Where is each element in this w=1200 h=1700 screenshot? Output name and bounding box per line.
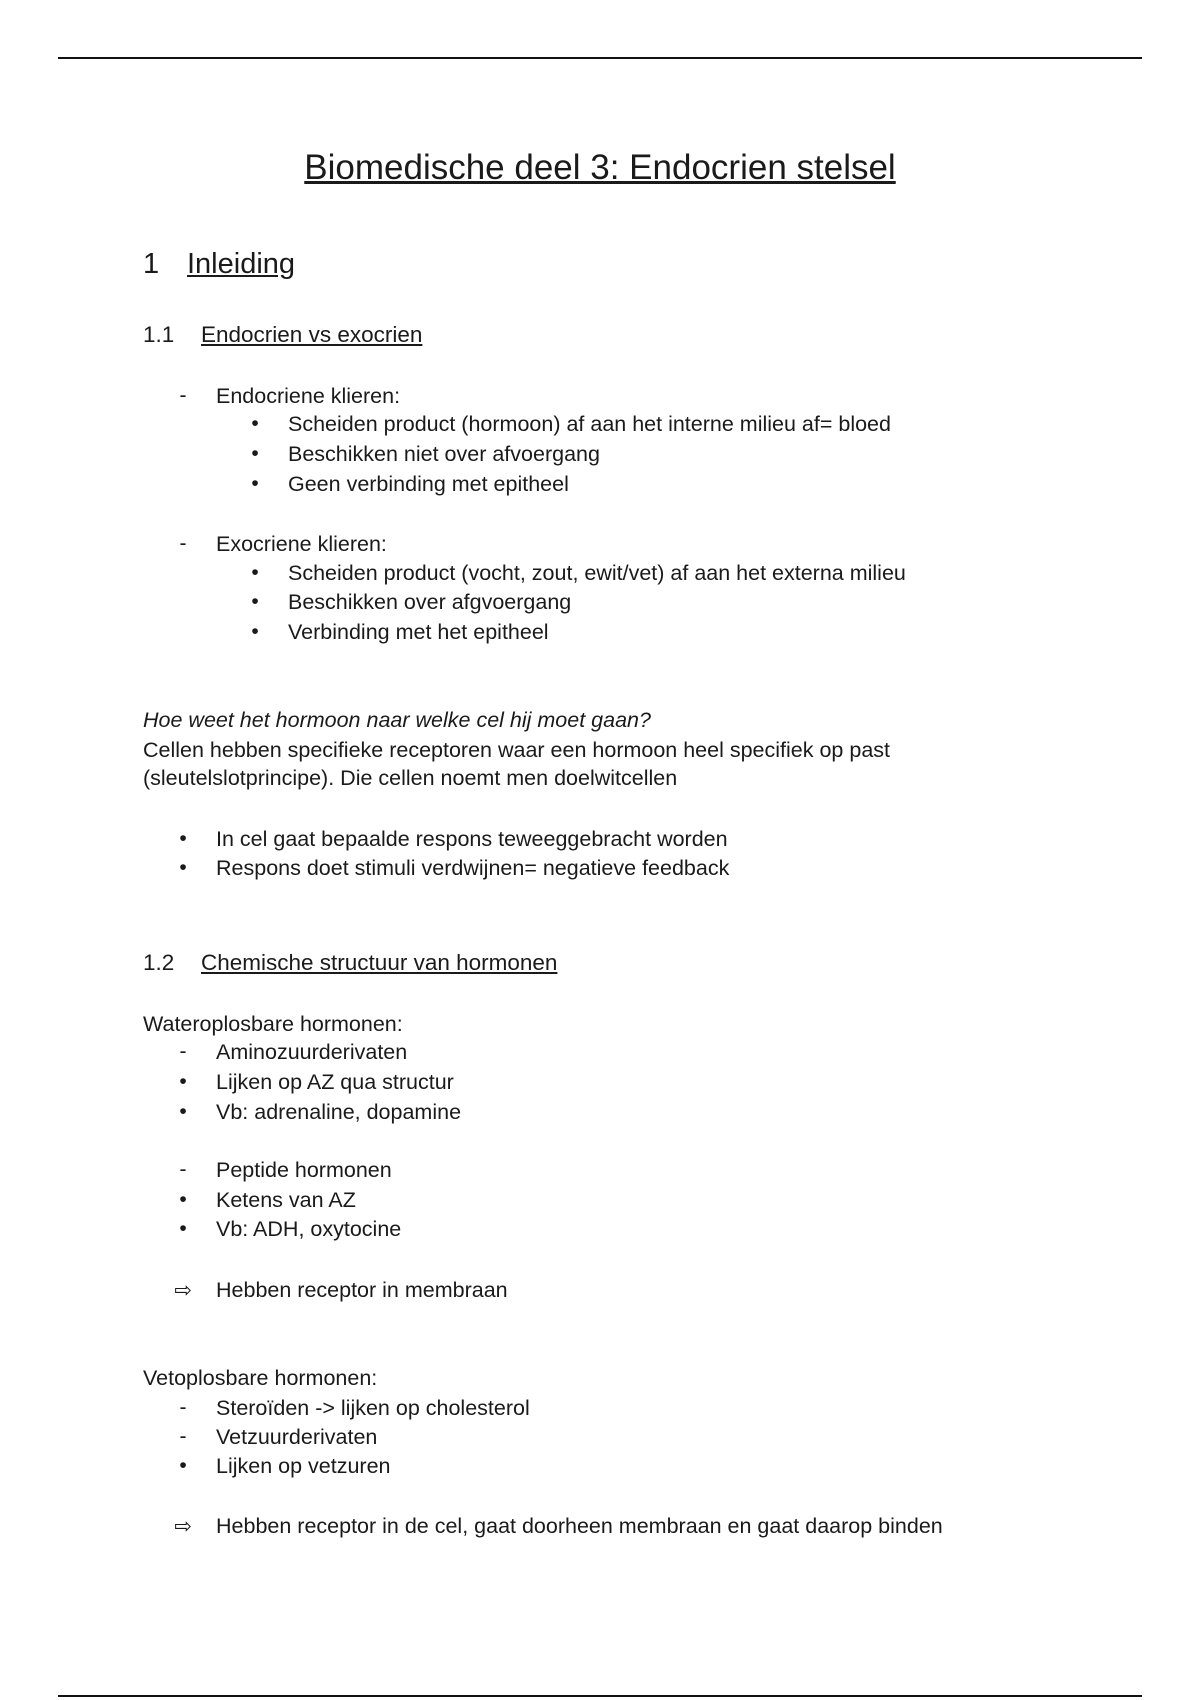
bullet-marker: • [179, 1100, 187, 1123]
section-1-1-heading: Endocrien vs exocrien [201, 322, 423, 347]
header-rule [58, 57, 1142, 59]
bullet-marker: • [251, 442, 259, 465]
dash-marker: - [179, 1158, 187, 1181]
list-item: Peptide hormonen [216, 1158, 392, 1182]
footer-rule [58, 1695, 1142, 1697]
dash-marker: - [179, 532, 187, 555]
list-item: Verbinding met het epitheel [288, 620, 549, 644]
list-item: In cel gaat bepaalde respons teweeggebracht worden [216, 827, 728, 851]
section-1-2-heading: Chemische structuur van hormonen [201, 950, 558, 975]
bullet-marker: • [179, 827, 187, 850]
bullet-marker: • [251, 561, 259, 584]
arrow-icon: ⇨ [174, 1515, 192, 1538]
dash-marker: - [179, 1396, 187, 1419]
list-item: Vb: ADH, oxytocine [216, 1217, 402, 1241]
list-item: Vb: adrenaline, dopamine [216, 1100, 462, 1124]
list-item: Ketens van AZ [216, 1188, 356, 1212]
dash-marker: - [179, 1040, 187, 1063]
bullet-marker: • [251, 590, 259, 613]
water-soluble-label: Wateroplosbare hormonen: [143, 1012, 403, 1036]
bullet-marker: • [179, 1070, 187, 1093]
list-item: Beschikken over afgvoergang [288, 590, 572, 614]
bullet-marker: • [179, 1217, 187, 1240]
dash-marker: - [179, 1425, 187, 1448]
section-1-number: 1 [143, 248, 160, 280]
list-item: Vetzuurderivaten [216, 1425, 378, 1449]
list-item: Steroïden -> lijken op cholesterol [216, 1396, 530, 1420]
section-1-heading: Inleiding [187, 248, 296, 280]
arrow-conclusion: Hebben receptor in de cel, gaat doorheen membraan en gaat daarop binden [216, 1514, 943, 1538]
dash-marker: - [179, 384, 187, 407]
answer-text-line-2: (sleutelslotprincipe). Die cellen noemt men doelwitcellen [143, 766, 678, 790]
list-item: Aminozuurderivaten [216, 1040, 408, 1064]
list-item: Scheiden product (vocht, zout, ewit/vet) af aan het externa milieu [288, 561, 906, 585]
list-item: Respons doet stimuli verdwijnen= negatieve feedback [216, 856, 730, 880]
exocrine-label: Exocriene klieren: [216, 532, 387, 556]
list-item: Geen verbinding met epitheel [288, 472, 569, 496]
section-1-1-number: 1.1 [143, 322, 175, 347]
arrow-conclusion: Hebben receptor in membraan [216, 1278, 508, 1302]
bullet-marker: • [179, 856, 187, 879]
section-1-2-number: 1.2 [143, 950, 175, 975]
bullet-marker: • [179, 1454, 187, 1477]
bullet-marker: • [251, 472, 259, 495]
list-item: Lijken op vetzuren [216, 1454, 391, 1478]
arrow-icon: ⇨ [174, 1279, 192, 1302]
bullet-marker: • [251, 412, 259, 435]
endocrine-label: Endocriene klieren: [216, 384, 401, 408]
answer-text-line-1: Cellen hebben specifieke receptoren waar een hormoon heel specifiek op past [143, 738, 890, 762]
bullet-marker: • [251, 620, 259, 643]
list-item: Scheiden product (hormoon) af aan het interne milieu af= bloed [288, 412, 891, 436]
list-item: Beschikken niet over afvoergang [288, 442, 600, 466]
question-text: Hoe weet het hormoon naar welke cel hij moet gaan? [143, 708, 651, 732]
list-item: Lijken op AZ qua structur [216, 1070, 454, 1094]
bullet-marker: • [179, 1188, 187, 1211]
document-title: Biomedische deel 3: Endocrien stelsel [304, 148, 896, 187]
fat-soluble-label: Vetoplosbare hormonen: [143, 1366, 378, 1390]
